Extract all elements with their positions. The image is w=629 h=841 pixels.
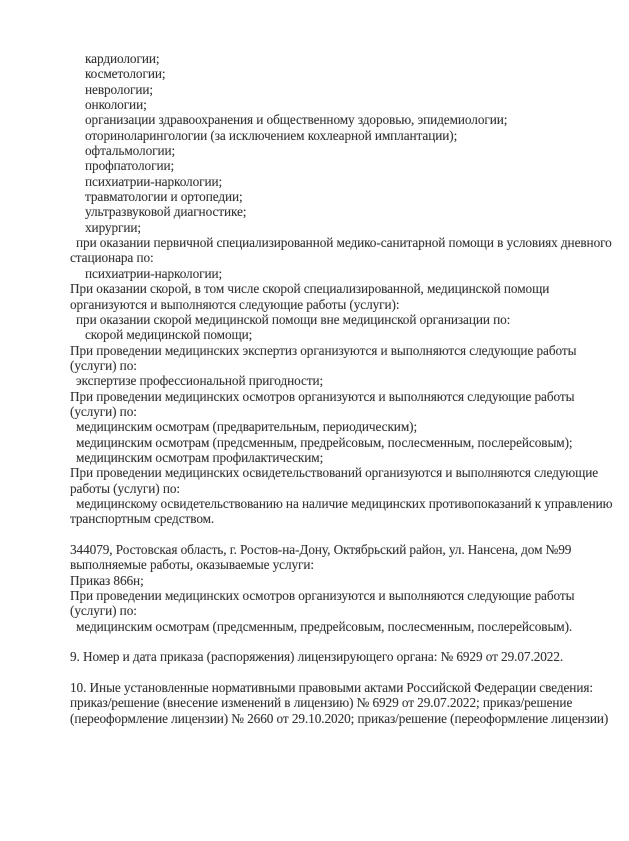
blank-line <box>70 634 620 649</box>
document-line: медицинским осмотрам профилактическим; <box>76 449 324 465</box>
document-line: (переоформление лицензии) № 2660 от 29.10.2020; приказ/решение (переоформление лицензии) <box>70 710 609 726</box>
document-line: скорой медицинской помощи; <box>85 327 253 343</box>
document-line: медицинским осмотрам (предсменным, предрейсовым, послесменным, послерейсовым). <box>76 618 573 634</box>
blank-line <box>70 527 620 542</box>
document-line: (услуги) по: <box>70 357 137 373</box>
document-line: неврологии; <box>85 81 153 97</box>
document-line: При проведении медицинских освидетельствований организуются и выполняются следующие <box>70 465 599 481</box>
document-line: Приказ 866н; <box>70 572 144 588</box>
document-line: медицинским осмотрам (предварительным, периодическим); <box>76 419 418 435</box>
document-line: профпатологии; <box>85 158 175 174</box>
document-line: (услуги) по: <box>70 603 137 619</box>
document-line: при оказании первичной специализированной медико-санитарной помощи в условиях дневного <box>76 235 612 251</box>
document-line: При проведении медицинских экспертиз организуются и выполняются следующие работы <box>70 342 577 358</box>
document-line: транспортным средством. <box>70 511 215 527</box>
document-line: офтальмологии; <box>85 143 176 159</box>
document-line: При проведении медицинских осмотров организуются и выполняются следующие работы <box>70 588 575 604</box>
document-line: организуются и выполняются следующие работы (услуги): <box>70 296 400 312</box>
document-line: при оказании скорой медицинской помощи вне медицинской организации по: <box>76 311 511 327</box>
document-line: работы (услуги) по: <box>70 480 181 496</box>
document-line: онкологии; <box>85 97 147 113</box>
document-line: При проведении медицинских осмотров организуются и выполняются следующие работы <box>70 388 575 404</box>
document-line: экспертизе профессиональной пригодности; <box>76 373 324 389</box>
document-line: кардиологии; <box>85 51 160 66</box>
document-line: 10. Иные установленные нормативными правовыми актами Российской Федерации сведения: <box>70 680 593 696</box>
document-line: приказ/решение (внесение изменений в лицензию) № 6929 от 29.07.2022; приказ/решение <box>70 695 573 711</box>
document-line: медицинскому освидетельствованию на наличие медицинских противопоказаний к управлению <box>76 495 613 511</box>
document-line: психиатрии-наркологии; <box>85 265 223 281</box>
document-line: 344079, Ростовская область, г. Ростов-на-Дону, Октябрьский район, ул. Нансена, дом №99 <box>70 542 572 557</box>
blank-line <box>70 665 620 680</box>
document-line: хирургии; <box>85 219 142 235</box>
document-line: (услуги) по: <box>70 403 137 419</box>
document-line: стационара по: <box>70 250 154 266</box>
document-line: травматологии и ортопедии; <box>85 189 243 205</box>
document-line: 9. Номер и дата приказа (распоряжения) лицензирующего органа: № 6929 от 29.07.2022. <box>70 649 564 665</box>
document-text-block <box>70 51 620 726</box>
document-line: косметологии; <box>85 66 166 82</box>
document-line: медицинским осмотрам (предсменным, предрейсовым, послесменным, послерейсовым); <box>76 434 573 450</box>
document-line: При оказании скорой, в том числе скорой специализированной, медицинской помощи <box>70 281 550 297</box>
document-line: организации здравоохранения и общественному здоровью, эпидемиологии; <box>85 112 508 128</box>
document-line: ультразвуковой диагностике; <box>85 204 247 220</box>
document-line: оториноларингологии (за исключением кохлеарной имплантации); <box>85 127 458 143</box>
document-line: психиатрии-наркологии; <box>85 173 223 189</box>
document-line: выполняемые работы, оказываемые услуги: <box>70 557 315 573</box>
